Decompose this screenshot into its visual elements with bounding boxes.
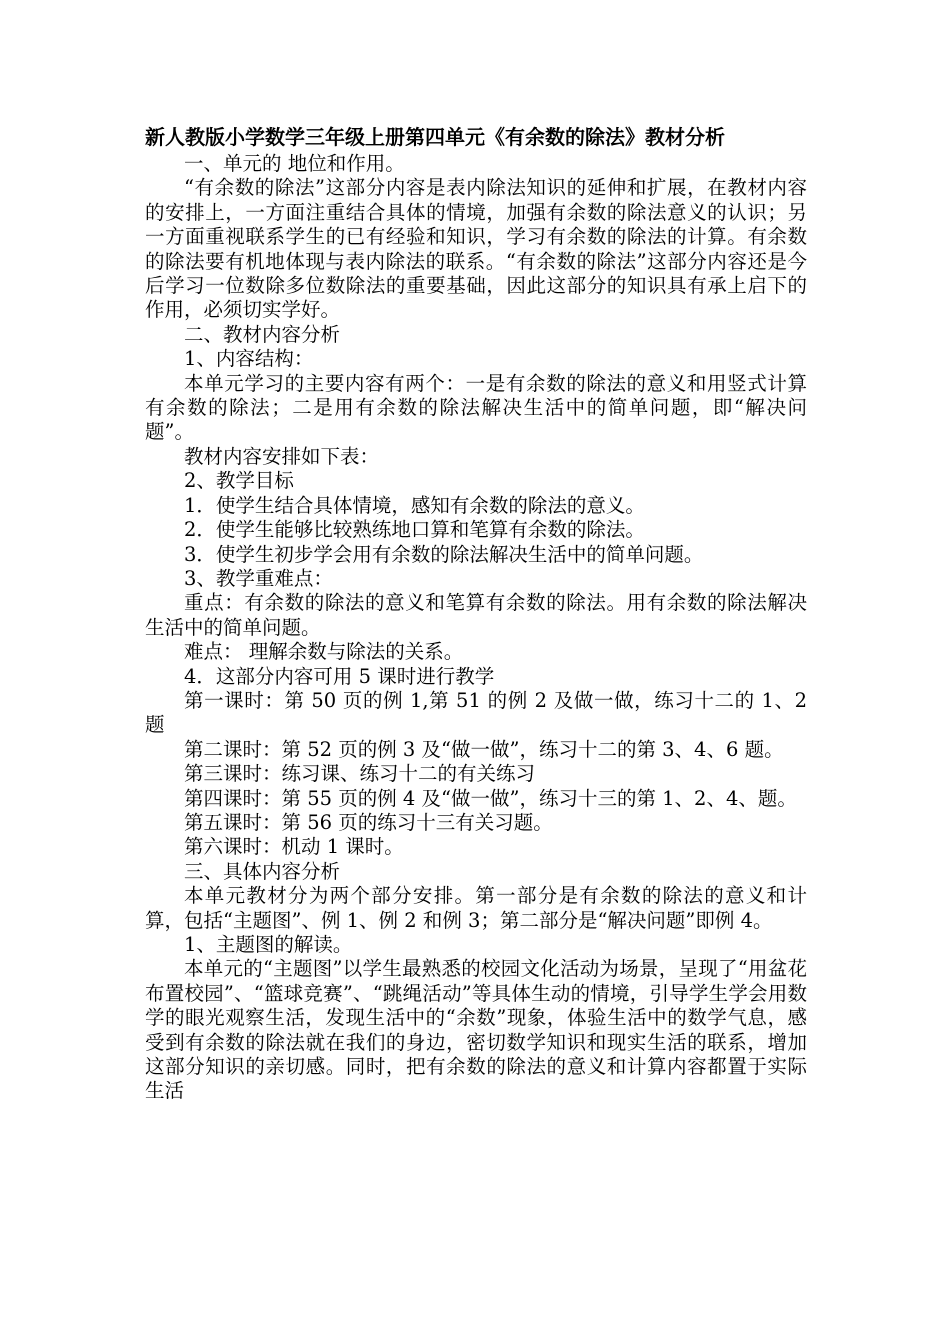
lesson-item: 第二课时：第 52 页的例 3 及“做一做”，练习十二的第 3、4、6 题。: [184, 737, 784, 761]
paragraph: 本单元教材分为两个部分安排。第一部分是有余数的除法的意义和计算，包括“主题图”、例 1、例 2 和例 3；第二部分是“解决问题”即例 4。: [145, 884, 807, 932]
section-heading: 三、具体内容分析: [184, 859, 341, 883]
lesson-item: 第六课时：机动 1 课时。: [184, 835, 404, 859]
paragraph: 本单元的“主题图”以学生最熟悉的校园文化活动为场景，呈现了“用盆花布置校园”、“篮球竞赛”、“跳绳活动”等具体生动的情境，引导学生学会用数学的眼光观察生活，发现生活中的“余数”现象，体验生活中的数学气息，感受到有余数的除法就在我们的身边，密切数学知识和现实生活的联系，增加这部分知识的亲切感。同时，把有余数的除法的意义和计算内容都置于实际生活: [145, 957, 807, 1103]
paragraph: “有余数的除法”这部分内容是表内除法知识的延伸和扩展，在教材内容的安排上，一方面注重结合具体的情境，加强有余数的除法意义的认识；另一方面重视联系学生的已有经验和知识，学习有余数的除法的计算。有余数的除法要有机地体现与表内除法的联系。“有余数的除法”这部分内容还是今后学习一位数除多位数除法的重要基础，因此这部分的知识具有承上启下的作用，必须切实学好。: [145, 176, 807, 322]
paragraph: 重点：有余数的除法的意义和笔算有余数的除法。用有余数的除法解决生活中的简单问题。: [145, 591, 807, 639]
list-item: 3．使学生初步学会用有余数的除法解决生活中的简单问题。: [184, 542, 704, 566]
paragraph: 难点： 理解余数与除法的关系。: [184, 640, 464, 664]
paragraph: 教材内容安排如下表：: [184, 444, 380, 468]
lesson-item: 第一课时：第 50 页的例 1,第 51 的例 2 及做一做，练习十二的 1、2 题: [145, 688, 807, 737]
lesson-item: 第四课时：第 55 页的例 4 及“做一做”，练习十三的第 1、2、4、题。: [184, 786, 797, 810]
subsection-heading: 2、教学目标: [184, 469, 294, 493]
section-heading: 一、单元的 地位和作用。: [184, 152, 405, 175]
lesson-item: 第三课时：练习课、练习十二的有关练习: [184, 762, 536, 786]
subsection-heading: 4．这部分内容可用 5 课时进行教学: [184, 664, 495, 688]
subsection-heading: 3、教学重难点：: [184, 566, 333, 590]
list-item: 1．使学生结合具体情境，感知有余数的除法的意义。: [184, 493, 645, 517]
list-item: 2．使学生能够比较熟练地口算和笔算有余数的除法。: [184, 518, 645, 542]
subsection-heading: 1、主题图的解读。: [184, 933, 353, 956]
document-title: 新人教版小学数学三年级上册第四单元《有余数的除法》教材分析: [145, 125, 725, 149]
section-heading: 二、教材内容分析: [184, 322, 341, 346]
paragraph: 本单元学习的主要内容有两个：一是有余数的除法的意义和用竖式计算有余数的除法；二是用有余数的除法解决生活中的简单问题，即“解决问题”。: [145, 371, 807, 444]
lesson-item: 第五课时：第 56 页的练习十三有关习题。: [184, 810, 553, 834]
subsection-heading: 1、内容结构：: [184, 347, 314, 371]
document-page: [145, 122, 807, 1104]
